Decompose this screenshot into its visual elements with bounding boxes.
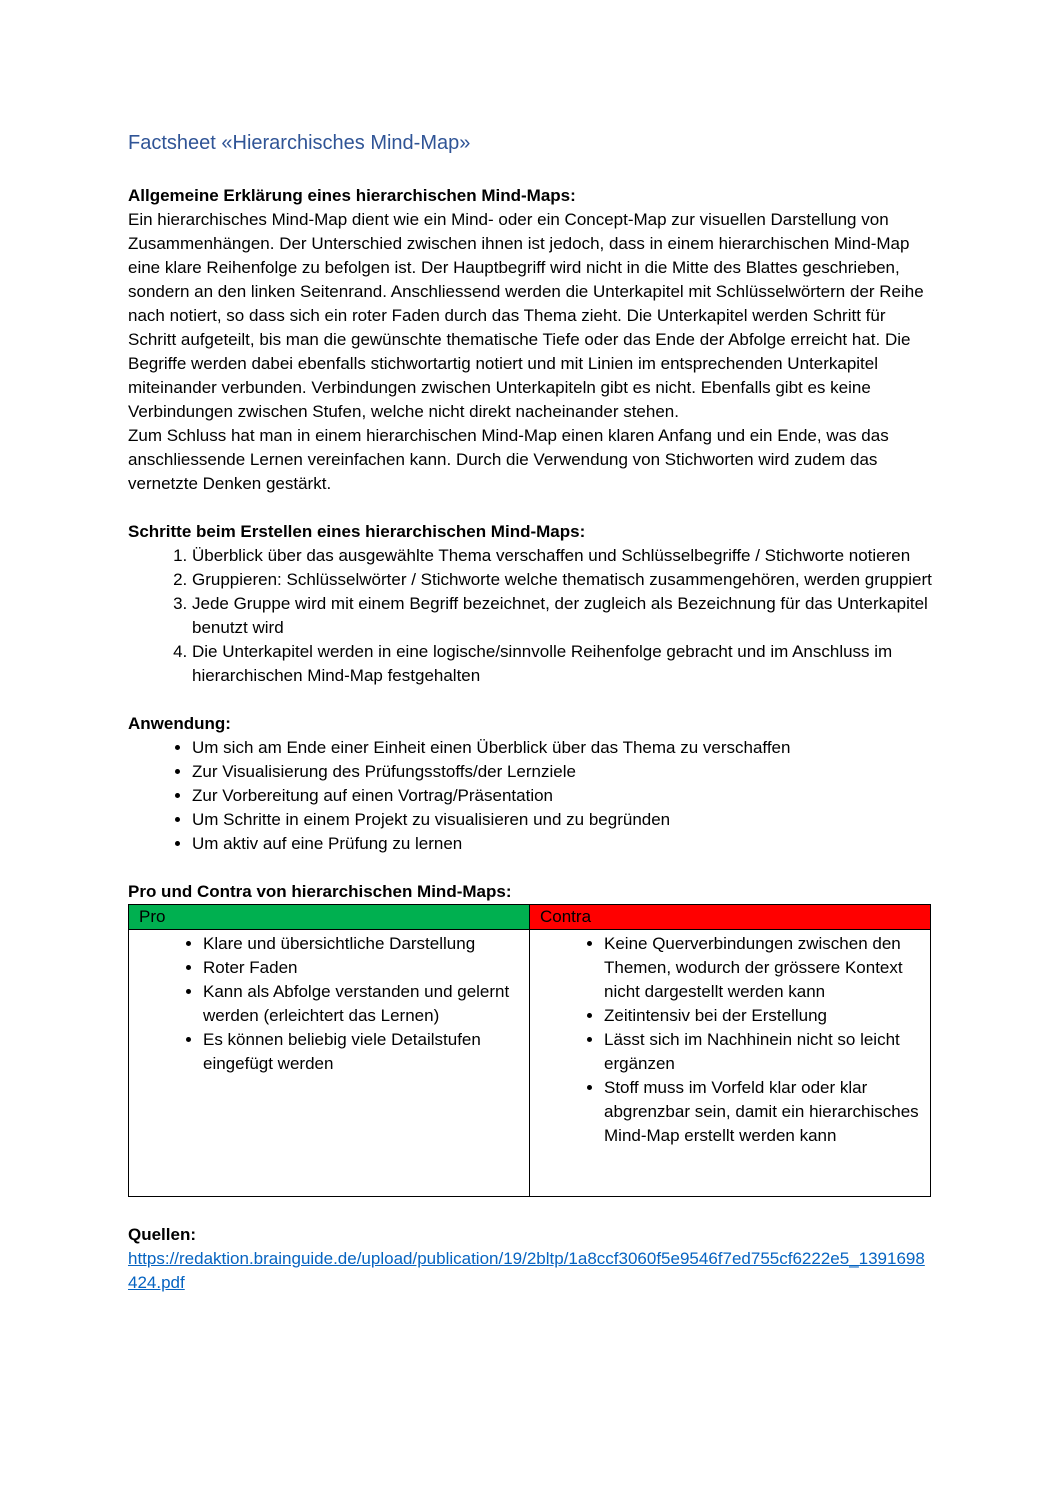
- pro-item: • Klare und übersichtliche Darstellung: [203, 932, 523, 956]
- intro-paragraph-1: Ein hierarchisches Mind-Map dient wie ein Mind- oder ein Concept-Map zur visuellen Darstellung von Zusammenhängen. Der Unterschied zwischen ihnen ist jedoch, dass in einem hierarchischen Mind-Map eine klare Reihenfolge zu befolgen ist. Der Hauptbegriff wird nicht in die Mitte des Blattes geschrieben, sondern an den linken Seitenrand. Anschliessend werden die Unterkapitel mit Schlüsselwörtern der Reihe nach notiert, so dass sich ein roter Faden durch das Thema zieht. Die Unterkapitel werden Schritt für Schritt aufgeteilt, bis man die gewünschte thematische Tiefe oder das Ende der Abfolge erreicht hat. Die Begriffe werden dabei ebenfalls stichwortartig notiert und mit Linien im entsprechenden Unterkapitel miteinander verbunden. Verbindungen zwischen Unterkapiteln gibt es nicht. Ebenfalls gibt es keine Verbindungen zwischen Stufen, welche nicht direkt nacheinander stehen.: [128, 210, 924, 421]
- usage-item: • Um aktiv auf eine Prüfung zu lernen: [192, 832, 932, 856]
- steps-list: [128, 544, 932, 688]
- contra-list: [536, 932, 924, 1148]
- source-link[interactable]: https://redaktion.brainguide.de/upload/publication/19/2bltp/1a8ccf3060f5e9546f7ed755cf6222e5_1391698424.pdf: [128, 1249, 925, 1292]
- procontra-table: [128, 904, 931, 1197]
- procontra-section: [128, 880, 932, 1197]
- sources-heading: Quellen:: [128, 1225, 197, 1244]
- document-page: [128, 130, 932, 1295]
- intro-paragraph-2: Zum Schluss hat man in einem hierarchischen Mind-Map einen klaren Anfang und ein Ende, was das anschliessende Lernen vereinfachen kann. Durch die Verwendung von Stichworten wird zudem das vernetzte Denken gestärkt.: [128, 426, 889, 493]
- steps-section: [128, 520, 932, 688]
- step-item: 2. Gruppieren: Schlüsselwörter / Stichworte welche thematisch zusammengehören, werden gruppiert: [192, 568, 932, 592]
- usage-list: [128, 736, 932, 856]
- step-item: 1. Überblick über das ausgewählte Thema verschaffen und Schlüsselbegriffe / Stichworte notieren: [192, 544, 932, 568]
- contra-item: • Lässt sich im Nachhinein nicht so leicht ergänzen: [604, 1028, 924, 1076]
- pro-header: Pro: [129, 905, 530, 930]
- procontra-heading: Pro und Contra von hierarchischen Mind-Maps:: [128, 882, 512, 901]
- intro-section: [128, 184, 932, 496]
- usage-item: • Zur Vorbereitung auf einen Vortrag/Präsentation: [192, 784, 932, 808]
- sources-section: [128, 1223, 932, 1295]
- contra-item: • Zeitintensiv bei der Erstellung: [604, 1004, 924, 1028]
- pro-item: • Roter Faden: [203, 956, 523, 980]
- contra-cell: [530, 930, 931, 1197]
- intro-heading: Allgemeine Erklärung eines hierarchischen Mind-Maps:: [128, 186, 576, 205]
- pro-list: [135, 932, 523, 1076]
- pro-item: • Es können beliebig viele Detailstufen eingefügt werden: [203, 1028, 523, 1076]
- contra-header: Contra: [530, 905, 931, 930]
- usage-item: • Um Schritte in einem Projekt zu visualisieren und zu begründen: [192, 808, 932, 832]
- step-item: 4. Die Unterkapitel werden in eine logische/sinnvolle Reihenfolge gebracht und im Anschluss im hierarchischen Mind-Map festgehalten: [192, 640, 932, 688]
- contra-item: • Keine Querverbindungen zwischen den Themen, wodurch der grössere Kontext nicht dargestellt werden kann: [604, 932, 924, 1004]
- usage-item: • Um sich am Ende einer Einheit einen Überblick über das Thema zu verschaffen: [192, 736, 932, 760]
- contra-item: • Stoff muss im Vorfeld klar oder klar abgrenzbar sein, damit ein hierarchisches Mind-Map erstellt werden kann: [604, 1076, 924, 1148]
- pro-cell: [129, 930, 530, 1197]
- document-title: Factsheet «Hierarchisches Mind-Map»: [128, 132, 471, 154]
- step-item: 3. Jede Gruppe wird mit einem Begriff bezeichnet, der zugleich als Bezeichnung für das Unterkapitel benutzt wird: [192, 592, 932, 640]
- steps-heading: Schritte beim Erstellen eines hierarchischen Mind-Maps:: [128, 522, 586, 541]
- usage-heading: Anwendung:: [128, 714, 231, 733]
- usage-item: • Zur Visualisierung des Prüfungsstoffs/der Lernziele: [192, 760, 932, 784]
- pro-item: • Kann als Abfolge verstanden und gelernt werden (erleichtert das Lernen): [203, 980, 523, 1028]
- usage-section: [128, 712, 932, 856]
